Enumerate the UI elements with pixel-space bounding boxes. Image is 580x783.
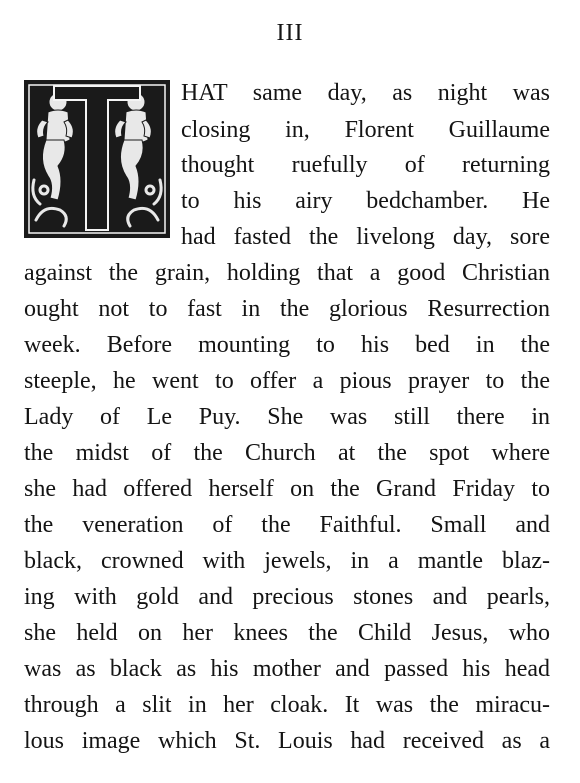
text-line: the veneration of the Faithful. Small and [24, 512, 550, 538]
text-line: was as black as his mother and passed his head [24, 656, 550, 682]
text-line: HAT same day, as night was [181, 80, 550, 106]
text-line: she held on her knees the Child Jesus, who [24, 620, 550, 646]
text-line: thought ruefully of returning [181, 152, 550, 178]
text-line: black, crowned with jewels, in a mantle blaz- [24, 548, 550, 574]
text-line: ing with gold and precious stones and pearls, [24, 584, 550, 610]
text-line: the midst of the Church at the spot where [24, 440, 550, 466]
text-line: through a slit in her cloak. It was the miracu- [24, 692, 550, 718]
text-line: to his airy bedchamber. He [181, 188, 550, 214]
text-line: lous image which St. Louis had received as a [24, 728, 550, 754]
ornamental-drop-cap-T-icon [24, 80, 170, 238]
text-line: Lady of Le Puy. She was still there in [24, 404, 550, 430]
text-line: she had offered herself on the Grand Friday to [24, 476, 550, 502]
text-line: ought not to fast in the glorious Resurrection [24, 296, 550, 322]
text-line: had fasted the livelong day, sore [181, 224, 550, 250]
text-line: steeple, he went to offer a pious prayer to the [24, 368, 550, 394]
text-line: week. Before mounting to his bed in the [24, 332, 550, 358]
text-line: against the grain, holding that a good Christian [24, 260, 550, 286]
text-line: closing in, Florent Guillaume [181, 117, 550, 143]
chapter-heading: III [276, 20, 304, 46]
